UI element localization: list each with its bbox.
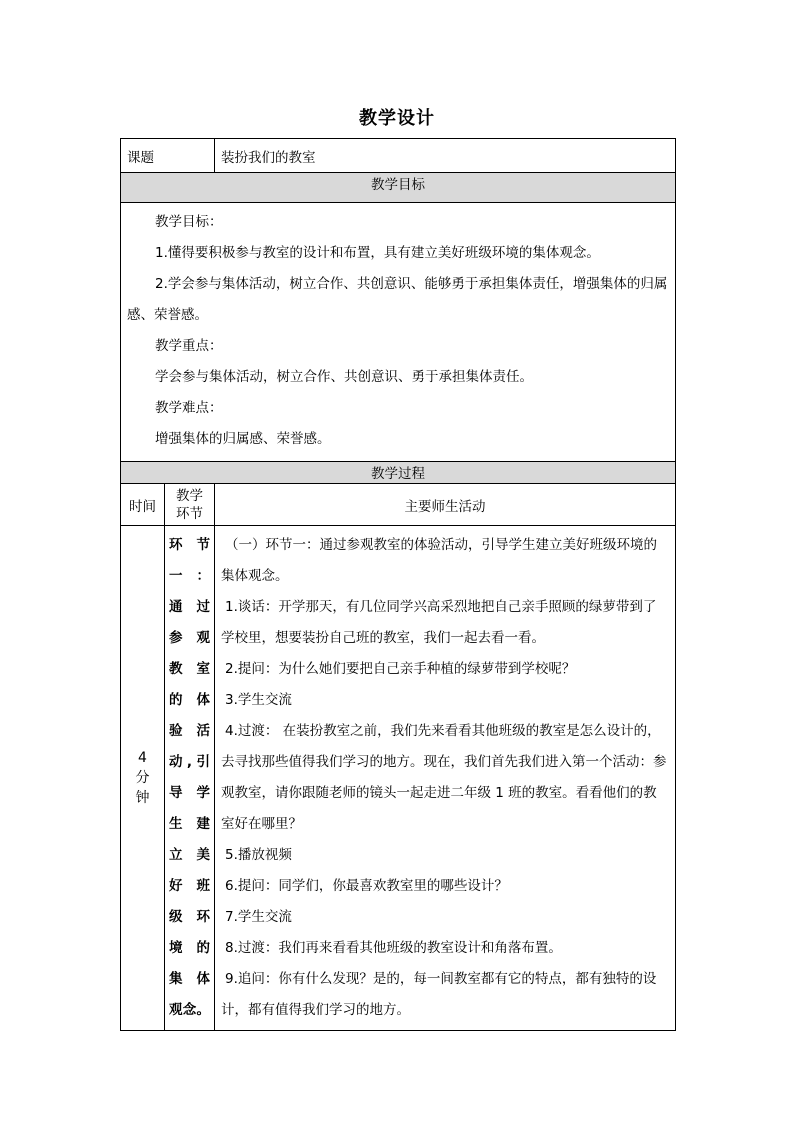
activity-line: 8.过渡：我们再来看看其他班级的教室设计和角落布置。 [225, 940, 562, 956]
goals-header: 教学目标 [121, 173, 676, 203]
topic-value: 装扮我们的教室 [215, 139, 676, 173]
stage-line: 教室 [169, 661, 210, 677]
process-columns-row [121, 484, 676, 526]
goals-line: 教学难点： [155, 400, 223, 416]
topic-label: 课题 [121, 139, 215, 173]
lesson-plan-table [120, 138, 676, 1031]
goals-line: 教学目标： [155, 214, 223, 230]
activity-line: （一）环节一：通过参观教室的体验活动，引导学生建立美好班级环境的集体观念。 [221, 537, 657, 584]
stage-line: 通过 [169, 599, 210, 615]
time-cell [121, 526, 165, 1031]
stage-line: 生建 [169, 816, 210, 832]
stage-line: 动,引 [169, 754, 210, 770]
stage-line: 导学 [169, 785, 210, 801]
stage-line: 参观 [169, 630, 210, 646]
activity-cell [215, 526, 676, 1031]
process-header-row [121, 462, 676, 484]
process-row [121, 526, 676, 1031]
goals-content-row [121, 203, 676, 462]
goals-line: 1.懂得要积极参与教室的设计和布置，具有建立美好班级环境的集体观念。 [155, 245, 600, 261]
stage-line: 集体 [169, 971, 210, 987]
stage-line: 环节 [169, 537, 210, 553]
stage-line: 立美 [169, 847, 210, 863]
goals-line: 2.学会参与集体活动，树立合作、共创意识、能够勇于承担集体责任，增强集体的归属感、荣誉感。 [127, 276, 668, 323]
time-text: 钟 [135, 790, 150, 806]
document-title: 教学设计 [359, 108, 435, 129]
process-header: 教学过程 [121, 462, 676, 484]
activity-line: 9.追问：你有什么发现？是的，每一间教室都有它的特点，都有独特的设计，都有值得我们学习的地方。 [221, 971, 657, 1018]
activity-line: 1.谈话：开学那天，有几位同学兴高采烈地把自己亲手照顾的绿萝带到了学校里，想要装扮自己班的教室，我们一起去看一看。 [221, 599, 657, 646]
goals-line: 学会参与集体活动，树立合作、共创意识、勇于承担集体责任。 [155, 369, 533, 385]
activity-line: 7.学生交流 [225, 909, 292, 925]
col-stage-header [165, 484, 215, 526]
col-activity-header: 主要师生活动 [215, 484, 676, 526]
activity-line: 4.过渡： 在装扮教室之前，我们先来看看其他班级的教室是怎么设计的，去寻找那些值得我们学习的地方。现在，我们首先我们进入第一个活动：参观教室，请你跟随老师的镜头一起走进二年级 1 班的教室。看看他们的教室好在哪里？ [221, 723, 667, 832]
stage-line: 好班 [169, 878, 210, 894]
goals-line: 教学重点： [155, 338, 223, 354]
time-text: 4 [138, 750, 147, 766]
activity-line: 3.学生交流 [225, 692, 292, 708]
goals-header-row [121, 173, 676, 203]
stage-line: 境的 [169, 940, 210, 956]
time-text: 分 [135, 770, 150, 786]
topic-row [121, 139, 676, 173]
stage-line: 验活 [169, 723, 210, 739]
goals-line: 增强集体的归属感、荣誉感。 [155, 431, 331, 447]
activity-line: 6.提问：同学们，你最喜欢教室里的哪些设计？ [225, 878, 508, 894]
col-time-header: 时间 [121, 484, 165, 526]
goals-content [121, 203, 676, 462]
stage-line: 观念。 [169, 1002, 210, 1018]
stage-line: 的体 [169, 692, 210, 708]
stage-line: 级环 [169, 909, 210, 925]
activity-line: 2.提问：为什么她们要把自己亲手种植的绿萝带到学校呢？ [225, 661, 576, 677]
stage-cell [165, 526, 215, 1031]
activity-line: 5.播放视频 [225, 847, 292, 863]
col-stage-header-line: 环节 [176, 505, 203, 522]
col-stage-header-line: 教学 [176, 487, 203, 504]
stage-line: 一： [169, 568, 210, 584]
